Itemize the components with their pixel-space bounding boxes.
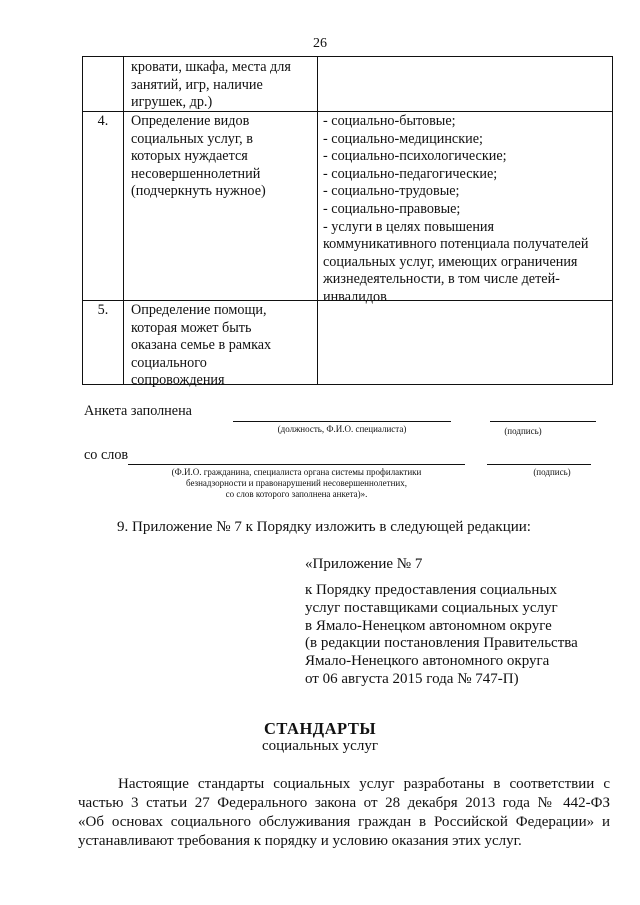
signature-line	[490, 421, 596, 422]
signature-line	[233, 421, 451, 422]
row-number: 5.	[97, 302, 109, 318]
cell-text-line: - социально-бытовые;	[323, 113, 456, 129]
row-number: 4.	[97, 113, 109, 129]
cell-text-line: инвалидов	[323, 288, 387, 305]
cell-text-line: сопровождения	[131, 372, 225, 389]
filled-by-label: Анкета заполнена	[84, 403, 192, 419]
page-number: 26	[313, 36, 327, 51]
caption-line: безнадзорности и правонарушений несовершеннолетних,	[185, 478, 407, 488]
cell-text-line: занятий, игр, наличие	[131, 76, 263, 93]
appendix-reference	[305, 582, 578, 689]
body-line: «Об основах социального обслуживания граждан в Российской Федерации» и	[78, 814, 610, 830]
column-divider	[317, 57, 318, 384]
cell-text-line: социальных услуг, имеющих ограничения	[323, 253, 578, 270]
cell-text-line: которая может быть	[131, 319, 252, 336]
cell-text-line: - социально-психологические;	[323, 148, 507, 165]
citizen-caption	[128, 467, 465, 500]
cell-text-line: кровати, шкафа, места для	[131, 59, 291, 75]
row4-service-types	[323, 113, 588, 307]
row4-criterion	[131, 113, 266, 201]
cell-text-line: Определение помощи,	[131, 302, 267, 318]
cell-text-line: - социально-медицинские;	[323, 130, 483, 147]
cell-text-line: - социально-правовые;	[323, 200, 461, 217]
column-divider	[123, 57, 124, 384]
cell-text-line: социального	[131, 354, 207, 371]
cell-text-line: - социально-трудовые;	[323, 183, 460, 200]
row5-criterion	[131, 302, 271, 390]
signature-caption: (подпись)	[533, 467, 571, 477]
signature-line	[128, 464, 465, 465]
appendix-line: услуг поставщиками социальных услуг	[305, 599, 558, 616]
table-row-continued-criterion	[131, 59, 291, 112]
appendix-line: к Порядку предоставления социальных	[305, 582, 557, 598]
appendix-line: в Ямало-Ненецком автономном округе	[305, 617, 552, 634]
caption-line: со слов которого заполнена анкета)».	[225, 489, 368, 499]
cell-text-line: социальных услуг, в	[131, 130, 253, 147]
cell-text-line: игрушек, др.)	[131, 94, 213, 111]
cell-text-line: (подчеркнуть нужное)	[131, 183, 266, 200]
appendix-line: от 06 августа 2015 года № 747-П)	[305, 670, 519, 687]
appendix-line: (в редакции постановления Правительства	[305, 635, 578, 652]
signature-line	[487, 464, 591, 465]
cell-text-line: несовершеннолетний	[131, 165, 261, 182]
body-line: устанавливают требования к порядку и условию оказания этих услуг.	[78, 833, 522, 849]
signature-caption: (подпись)	[504, 426, 542, 436]
cell-text-line: Определение видов	[131, 113, 250, 129]
body-paragraph	[78, 775, 610, 851]
cell-text-line: - услуги в целях повышения	[323, 218, 495, 235]
cell-text-line: коммуникативного потенциала получателей	[323, 236, 589, 253]
standards-subheading: социальных услуг	[262, 738, 378, 754]
questionnaire-table	[82, 56, 613, 389]
body-line: частью 3 статьи 27 Федерального закона от 28 декабря 2013 года № 442-ФЗ	[78, 795, 610, 811]
standards-heading: СТАНДАРТЫ	[263, 719, 377, 738]
body-line: Настоящие стандарты социальных услуг разработаны в соответствии с	[118, 776, 610, 792]
cell-text-line: оказана семье в рамках	[131, 337, 272, 354]
cell-text-line: - социально-педагогические;	[323, 165, 498, 182]
appendix-title: «Приложение № 7	[305, 556, 423, 572]
cell-text-line: жизнедеятельности, в том числе детей-	[323, 271, 560, 288]
amendment-item-9: 9. Приложение № 7 к Порядку изложить в следующей редакции:	[117, 519, 531, 535]
appendix-line: Ямало-Ненецкого автономного округа	[305, 653, 550, 670]
caption-line: (Ф.И.О. гражданина, специалиста органа системы профилактики	[171, 467, 422, 477]
from-words-label: со слов	[84, 447, 129, 463]
specialist-caption: (должность, Ф.И.О. специалиста)	[277, 424, 407, 434]
cell-text-line: которых нуждается	[131, 148, 248, 165]
